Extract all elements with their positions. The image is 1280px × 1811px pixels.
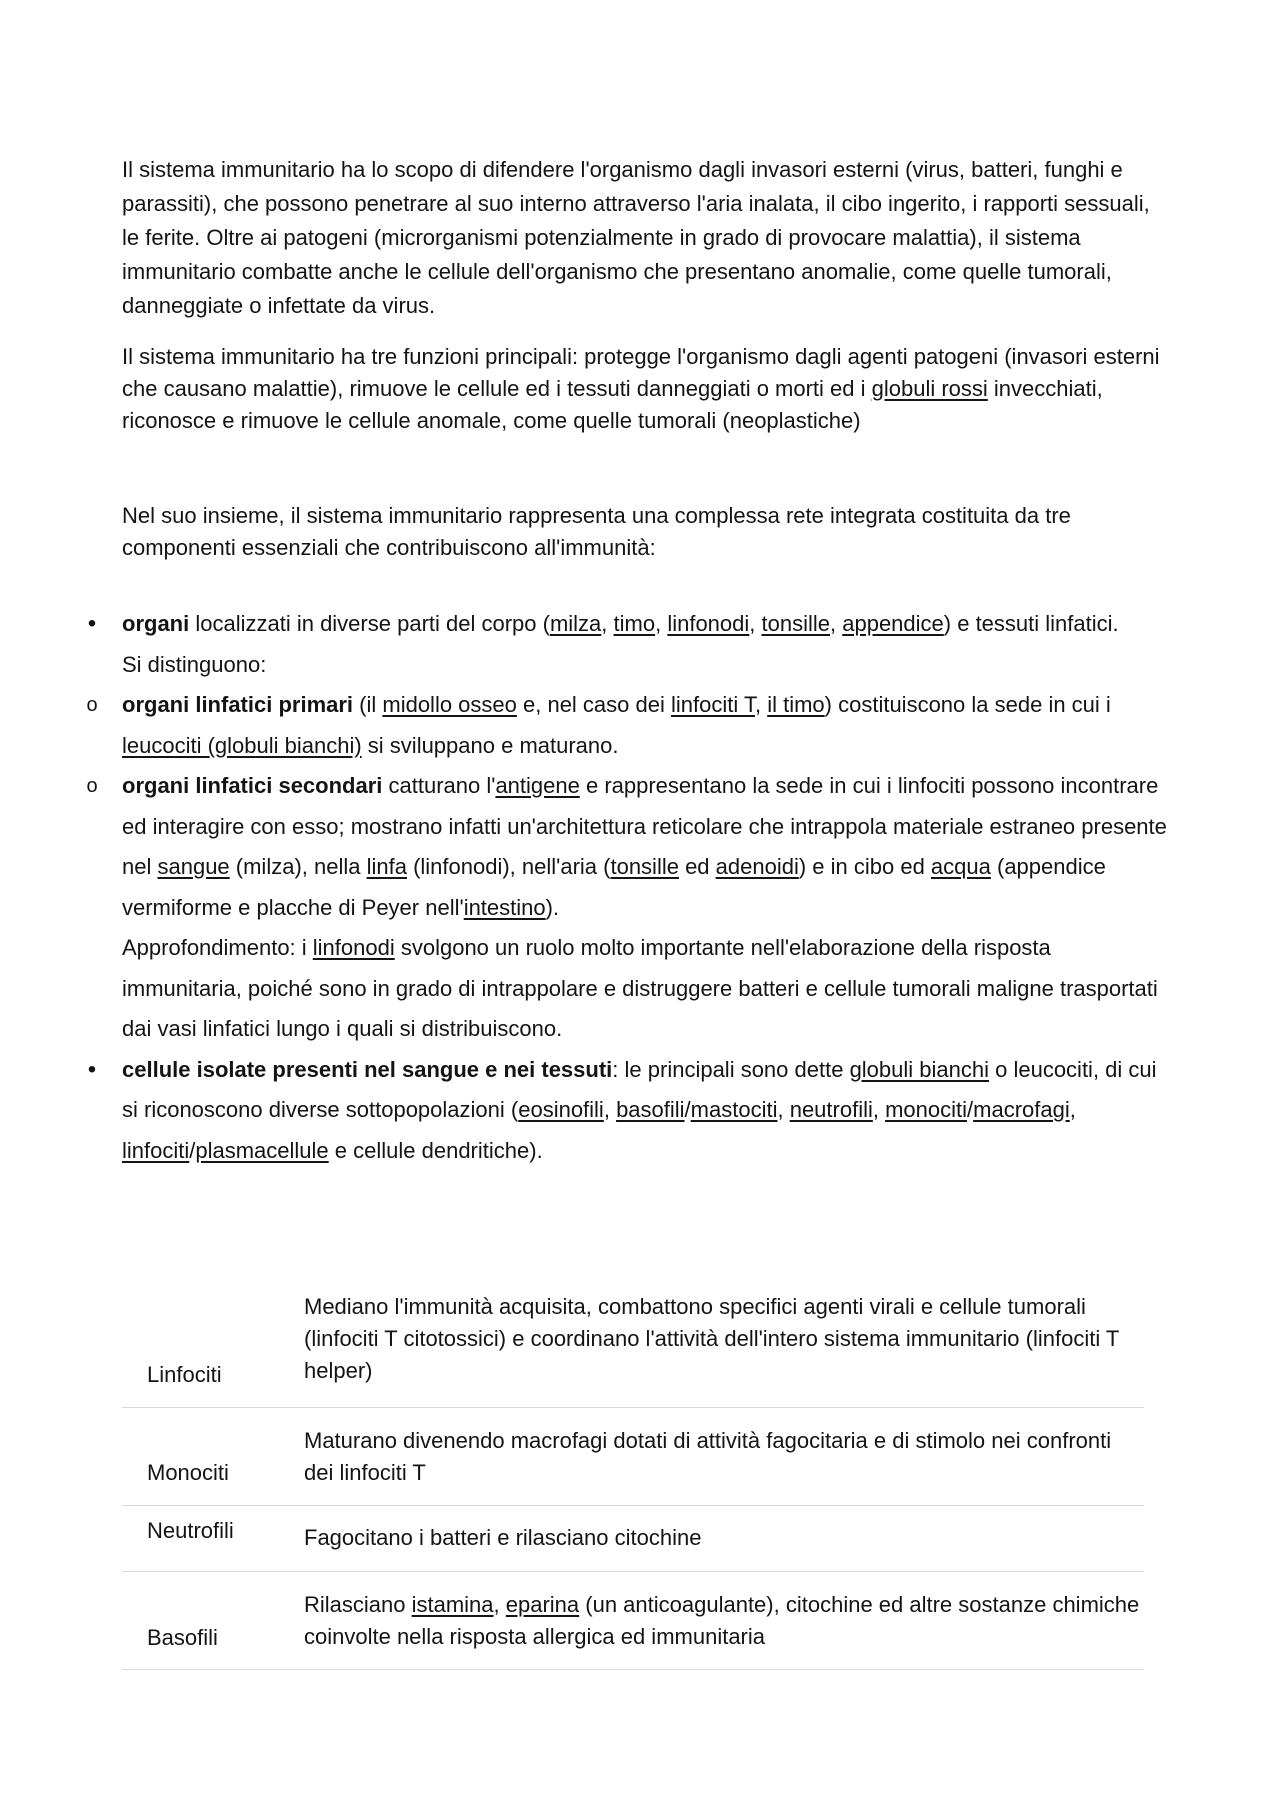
link-il-timo[interactable]: il timo (767, 692, 825, 717)
text: localizzati in diverse parti del corpo ( (189, 611, 550, 636)
cell-name: Basofili (147, 1625, 218, 1650)
link-mastociti[interactable]: mastociti (690, 1097, 778, 1122)
text: ) e tessuti linfatici. (943, 611, 1119, 636)
text: / (967, 1097, 974, 1122)
circle-bullet-icon: o (86, 694, 98, 716)
table-row (122, 1506, 1144, 1572)
bold-term: organi linfatici primari (122, 692, 354, 717)
text: e, nel caso dei (516, 692, 671, 717)
link-globuli-bianchi[interactable]: globuli bianchi (849, 1056, 989, 1082)
functions-paragraph (122, 341, 1172, 437)
circle-bullet-icon: o (86, 775, 98, 797)
list-item-secondari (86, 766, 1172, 1050)
list-item-cellule (122, 1050, 1172, 1172)
link-basofili[interactable]: basofili (616, 1097, 685, 1122)
link-appendice[interactable]: appendice (842, 611, 944, 636)
distinguono-text: Si distinguono: (122, 651, 267, 677)
table-row (122, 1280, 1144, 1408)
bold-term: cellule isolate presenti nel sangue e nei tessuti (122, 1056, 613, 1082)
link-midollo-osseo[interactable]: midollo osseo (382, 692, 517, 717)
link-istamina[interactable]: istamina (411, 1592, 494, 1617)
text: , (872, 1097, 886, 1122)
cell-description (304, 1572, 1144, 1669)
link-tonsille[interactable]: tonsille (610, 854, 679, 879)
cell-name: Linfociti (147, 1362, 222, 1387)
link-macrofagi[interactable]: macrofagi (973, 1097, 1070, 1122)
link-eparina[interactable]: eparina (505, 1592, 580, 1617)
link-milza[interactable]: milza (549, 611, 602, 636)
text: / (684, 1097, 691, 1122)
text: , (655, 611, 668, 636)
text: Approfondimento: i (122, 935, 313, 960)
link-plasmacellule[interactable]: plasmacellule (195, 1137, 329, 1163)
bullet-icon (82, 1050, 102, 1091)
text: e cellule dendritiche). (328, 1137, 543, 1163)
text: / (189, 1137, 196, 1163)
text: (il (353, 692, 383, 717)
list-item-primari (86, 685, 1172, 766)
bold-term: organi (122, 611, 190, 636)
cell-description: Maturano divenendo macrofagi dotati di attività fagocitaria e di stimolo nei confronti dei linfociti T (304, 1428, 1112, 1485)
link-monociti[interactable]: monociti (885, 1097, 968, 1122)
link-linfonodi[interactable]: linfonodi (312, 935, 395, 960)
text: , (749, 611, 762, 636)
text: catturano l' (382, 773, 496, 798)
text: ed (678, 854, 716, 879)
bullet-icon (82, 604, 102, 645)
text: (un anticoagulante), citochine ed altre sostanze chimiche coinvolte nella risposta allergica ed immunitaria (304, 1592, 1140, 1649)
link-sangue[interactable]: sangue (157, 854, 230, 879)
components-list (86, 604, 1172, 1171)
text: (linfonodi), nell'aria ( (406, 854, 611, 879)
link-globuli-rossi[interactable]: globuli rossi (871, 376, 988, 401)
link-neutrofili[interactable]: neutrofili (789, 1097, 873, 1122)
text: si sviluppano e maturano. (361, 732, 619, 758)
cell-name: Neutrofili (147, 1517, 234, 1543)
table-row (122, 1408, 1144, 1506)
text: Rilasciano (304, 1592, 412, 1617)
text: (appendice vermiforme e placche di Peyer nell' (122, 854, 1106, 920)
link-timo[interactable]: timo (613, 611, 656, 636)
text: , (1069, 1097, 1076, 1122)
text: ). (545, 894, 560, 920)
text: , (830, 611, 843, 636)
text: , (777, 1097, 790, 1122)
text: ) e in cibo ed (798, 854, 931, 879)
link-eosinofili[interactable]: eosinofili (518, 1097, 604, 1122)
link-linfociti-t[interactable]: linfociti T (671, 692, 755, 717)
text: , (493, 1592, 506, 1617)
text: , (754, 692, 768, 717)
text: (milza), nella (229, 854, 367, 879)
intro-paragraph: Il sistema immunitario ha lo scopo di difendere l'organismo dagli invasori esterni (virus, batteri, funghi e parassiti), che possono penetrare al suo interno attraverso l'aria inalata, il cibo ingerito, i rapporti sessuali, le ferite. Oltre ai patogeni (microrganismi potenzialmente in grado di provocare malattia), il sistema immunitario combatte anche le cellule dell'organismo che presentano anomalie, come quelle tumorali, danneggiate o infettate da virus. (122, 157, 1150, 318)
text: , (601, 611, 614, 636)
link-intestino[interactable]: intestino (463, 894, 546, 920)
text: Il sistema immunitario ha tre funzioni principali: protegge l'organismo dagli agenti patogeni (invasori esterni che causano malattie), rimuove le cellule ed i tessuti danneggiati o morti ed i (122, 344, 1160, 401)
cell-description: Fagocitano i batteri e rilasciano citochine (304, 1525, 702, 1550)
link-linfociti[interactable]: linfociti (122, 1137, 190, 1163)
link-tonsille[interactable]: tonsille (761, 611, 830, 636)
approfondimento-text (122, 928, 1172, 1050)
text: o leucociti, di cui si riconoscono diverse sottopopolazioni ( (122, 1056, 1157, 1122)
cell-name: Monociti (147, 1460, 229, 1485)
components-paragraph: Nel suo insieme, il sistema immunitario rappresenta una complessa rete integrata costituita da tre componenti essenziali che contribuiscono all'immunità: (122, 503, 1071, 560)
text: , (603, 1097, 617, 1122)
list-item-organi (122, 604, 1172, 685)
link-adenoidi[interactable]: adenoidi (715, 854, 799, 879)
cell-description: Mediano l'immunità acquisita, combattono specifici agenti virali e cellule tumorali (linfociti T citotossici) e coordinano l'attività dell'intero sistema immunitario (linfociti T helper) (304, 1294, 1119, 1383)
link-linfa[interactable]: linfa (366, 854, 407, 879)
cell-types-table (122, 1280, 1144, 1670)
link-linfonodi[interactable]: linfonodi (667, 611, 750, 636)
text: : le principali sono dette (612, 1056, 850, 1082)
text: invecchiati, riconosce e rimuove le cellule anomale, come quelle tumorali (neoplastiche) (122, 376, 1103, 433)
link-leucociti[interactable]: leucociti (globuli bianchi) (122, 732, 362, 758)
link-acqua[interactable]: acqua (930, 854, 991, 879)
table-row (122, 1572, 1144, 1670)
bold-term: organi linfatici secondari (122, 773, 383, 798)
text: svolgono un ruolo molto importante nell'elaborazione della risposta immunitaria, poiché sono in grado di intrappolare e distruggere batteri e cellule tumorali maligne trasportati dai vasi linfatici lungo i quali si distribuiscono. (122, 935, 1158, 1041)
link-antigene[interactable]: antigene (495, 773, 580, 798)
text: e rappresentano la sede in cui i linfociti possono incontrare ed interagire con esso; mostrano infatti un'architettura reticolare che intrappola materiale estraneo presente nel (122, 773, 1167, 879)
text: ) costituiscono la sede in cui i (824, 692, 1111, 717)
